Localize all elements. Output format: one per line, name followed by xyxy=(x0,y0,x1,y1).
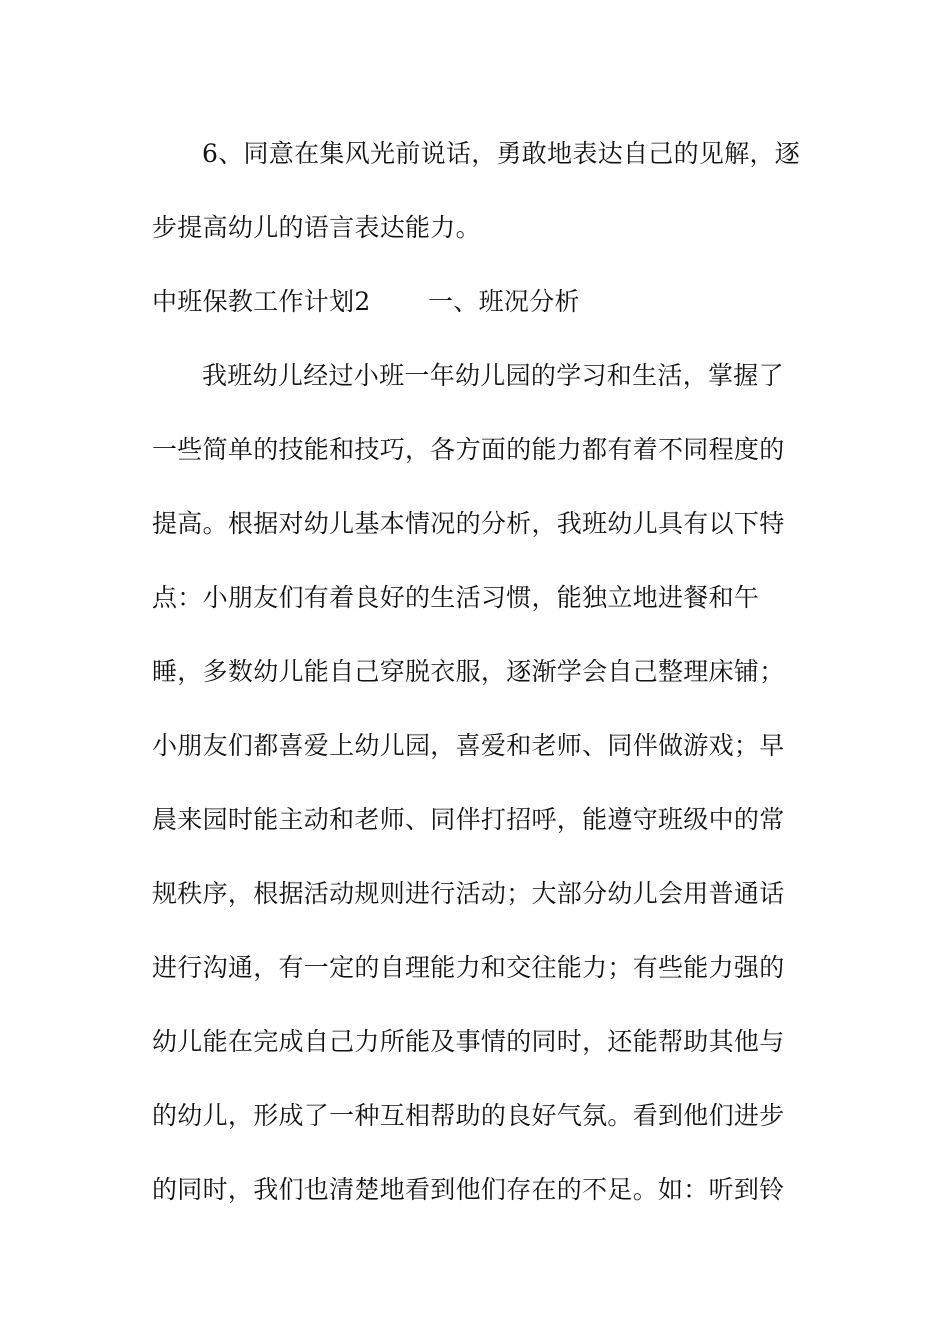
paragraph-2-line-7: 晨来园时能主动和老师、同伴打招呼，能遵守班级中的常 xyxy=(152,805,785,834)
paragraph-2-line-9: 进行沟通，有一定的自理能力和交往能力；有些能力强的 xyxy=(152,953,785,982)
paragraph-2-line-10: 幼儿能在完成自己力所能及事情的同时，还能帮助其他与 xyxy=(152,1027,785,1056)
paragraph-2-line-4: 点：小朋友们有着良好的生活习惯，能独立地进餐和午 xyxy=(152,583,760,612)
paragraph-2-line-3: 提高。根据对幼儿基本情况的分析，我班幼儿具有以下特 xyxy=(152,509,785,538)
paragraph-2-line-5: 睡，多数幼儿能自己穿脱衣服，逐渐学会自己整理床铺； xyxy=(152,657,785,686)
paragraph-2-line-1: 我班幼儿经过小班一年幼儿园的学习和生活，掌握了 xyxy=(202,361,784,390)
paragraph-2-line-8: 规秩序，根据活动规则进行活动；大部分幼儿会用普通话 xyxy=(152,879,785,908)
paragraph-2-line-12: 的同时，我们也清楚地看到他们存在的不足。如：听到铃 xyxy=(152,1175,785,1204)
paragraph-1-line-2: 步提高幼儿的语言表达能力。 xyxy=(152,213,481,242)
paragraph-2-line-2: 一些简单的技能和技巧，各方面的能力都有着不同程度的 xyxy=(152,435,785,464)
paragraph-2-line-6: 小朋友们都喜爱上幼儿园，喜爱和老师、同伴做游戏；早 xyxy=(152,731,785,760)
section-heading: 一、班况分析 xyxy=(428,287,580,316)
document-heading-title: 中班保教工作计划2 xyxy=(152,287,371,316)
paragraph-1-line-1: 6、同意在集风光前说话，勇敢地表达自己的见解，逐 xyxy=(202,139,801,168)
paragraph-2-line-11: 的幼儿，形成了一种互相帮助的良好气氛。看到他们进步 xyxy=(152,1101,785,1130)
